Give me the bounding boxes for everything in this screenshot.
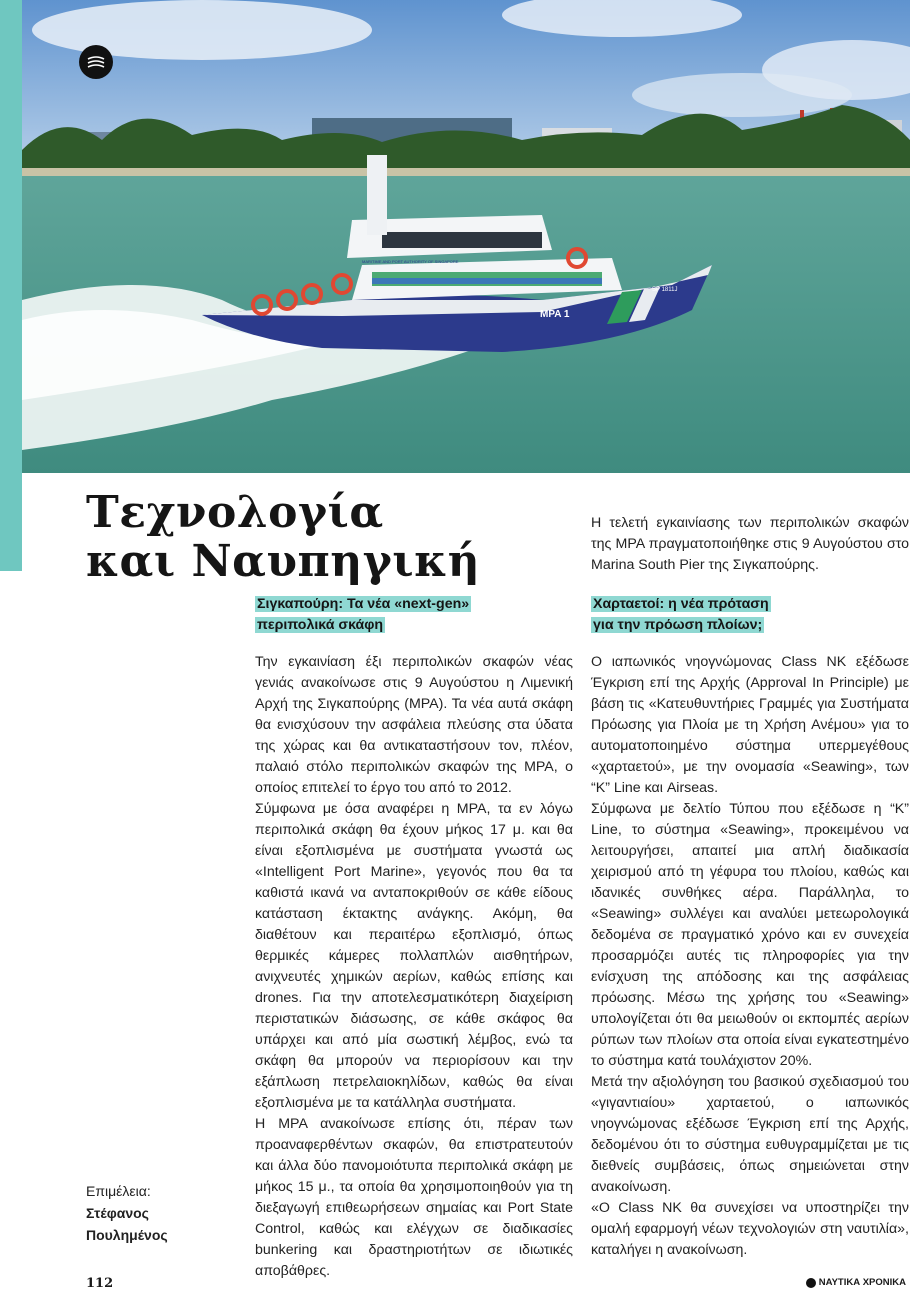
boat-hull-label: MPA 1 — [540, 309, 570, 320]
section2-paragraph: Ο ιαπωνικός νηογνώμονας Class NK εξέδωσε Έγκριση επί της Αρχής (Approval In Principle) με βάση τις «Κατευθυντήριες Γραμμές για Συστήματα Πρόωσης για Πλοία με τη Χρήση Ανέμου» για το αυτοματοποιημένο σύστημα υπερμεγέθους «χαρταετού», με την ονομασία «Seawing», των “K” Line και Airseas. — [591, 654, 909, 796]
teal-accent-bar — [0, 0, 22, 571]
section1-paragraph: Η MPA ανακοίνωσε επίσης ότι, πέραν των προαναφερθέντων σκαφών, θα επιστρατευτούν και άλλα δύο πανομοιότυπα περιπολικά σκάφη με μήκος 15 μ., τα οποία θα χρησιμοποιηθούν για τη διεξαγωγή επιθεωρήσεων σημαίας και Port State Control, καθώς και ελέγχων σε διαδικασίες bunkering και δραστηριοτήτων σε ιδιωτικές αποβάθρες. — [255, 1116, 573, 1279]
section2-paragraph: Σύμφωνα με δελτίο Τύπου που εξέδωσε η “K” Line, το σύστημα «Seawing», προκειμένου να λειτουργήσει, απαιτεί μια απλή διαδικασία χειρισμού από τη γέφυρα του πλοίου, καθώς και ιδανικές συνθήκες αέρα. Παράλληλα, το «Seawing» συλλέγει και αναλύει μετεωρολογικά δεδομένα σε πραγματικό χρόνο και εν συνεχεία προσαρμόζει αυτές τις πληροφορίες για την ενίσχυση της απόδοσης και της ασφάλειας πρόωσης. Μέσω της χρήσης του «Seawing» υπολογίζεται ότι θα μειωθούν οι εκπομπές αερίων ρύπων των πλοίων στα οποία είναι εγκατεστημένο το σύστημα κατά τουλάχιστον 20%. — [591, 801, 909, 1069]
credit-name-first: Στέφανος — [86, 1205, 149, 1221]
section2-heading-line1: Χαρταετοί: η νέα πρόταση — [593, 596, 769, 612]
footer-brand — [806, 1277, 906, 1288]
boat-cabin-label: MARITIME AND PORT AUTHORITY OF SINGAPORE — [362, 259, 459, 264]
section2-heading-line2: για την πρόωση πλοίων; — [593, 617, 763, 633]
section1-paragraph: Σύμφωνα με όσα αναφέρει η MPA, τα εν λόγω περιπολικά σκάφη θα έχουν μήκος 17 μ. και θα είναι εξοπλισμένα με συστήματα γνωστά ως «Intelligent Port Marine», γεγονός που θα τα καθιστά ικανά να ανταποκριθούν σε κάθε είδους κατάσταση έκτακτης ανάγκης. Ακόμη, θα διαθέτουν και περαιτέρω εξοπλισμό, όπως θερμικές κάμερες πολλαπλών αισθητήρων, ανιχνευτές χημικών αερίων, καθώς επίσης και drones. Για την αποτελεσματικότερη διαχείριση περιστατικών διάσωσης, σε κάθε σκάφος θα υπάρχει και από μία σωστική λέμβος, ενώ τα σκάφη θα μπορούν να περιορίσουν και την εξάπλωση πετρελαιοκηλίδων, καθώς θα είναι εξοπλισμένα με τα κατάλληλα συστήματα. — [255, 801, 573, 1111]
section1-paragraph: Την εγκαινίαση έξι περιπολικών σκαφών νέας γενιάς ανακοίνωσε στις 9 Αυγούστου η Λιμενική Αρχή της Σιγκαπούρης (MPA). Τα νέα αυτά σκάφη θα ενισχύσουν την ασφάλεια πλεύσης στα ύδατα της χώρας και θα αντικαταστήσουν τον, πλέον, παλαιό στόλο περιπολικών σκαφών της MPA, ο οποίος επιτελεί το έργο του από το 2012. — [255, 654, 573, 796]
page-number: 112 — [86, 1276, 114, 1291]
credit-name-last: Πουλημένος — [86, 1227, 168, 1243]
publication-logo-icon — [79, 45, 113, 79]
section1-heading — [255, 594, 555, 636]
section2-heading — [591, 594, 891, 636]
page-title-line1: Τεχνολογία — [86, 487, 384, 538]
editor-credit — [86, 1180, 168, 1246]
section2-paragraph: «Ο Class NK θα συνεχίσει να υποστηρίζει την ομαλή εφαρμογή νέων τεχνολογιών στη ναυτιλία», καταλήγει η ανακοίνωση. — [591, 1200, 909, 1258]
page-title — [86, 488, 480, 586]
boat-bow-label: SP 1811J — [652, 287, 678, 293]
page-title-line2: και Ναυπηγική — [86, 536, 481, 587]
section2-body — [591, 652, 909, 1261]
credit-label: Επιμέλεια: — [86, 1183, 151, 1199]
section1-heading-line1: Σιγκαπούρη: Τα νέα «next-gen» — [257, 596, 470, 612]
brand-name: ΝΑΥΤΙΚΑ ΧΡΟΝΙΚΑ — [818, 1277, 906, 1288]
patrol-boat-photo — [22, 0, 910, 473]
intro-text: Η τελετή εγκαινίασης των περιπολικών σκαφών της MPA πραγματοποιήθηκε στις 9 Αυγούστου στο Marina South Pier της Σιγκαπούρης. — [591, 515, 909, 573]
brand-logo-icon — [806, 1278, 816, 1288]
section1-heading-line2: περιπολικά σκάφη — [257, 617, 384, 633]
section2-paragraph: Μετά την αξιολόγηση του βασικού σχεδιασμού του «γιγαντιαίου» χαρταετού, ο ιαπωνικός νηογνώμονας εξέδωσε Έγκριση επί της Αρχής, δεδομένου ότι το σύστημα ευθυγραμμίζεται με τις διεθνείς συμβάσεις, όπως σημειώνεται στην ανακοίνωση. — [591, 1074, 909, 1195]
section1-body — [255, 652, 573, 1282]
intro-paragraph — [591, 513, 909, 576]
